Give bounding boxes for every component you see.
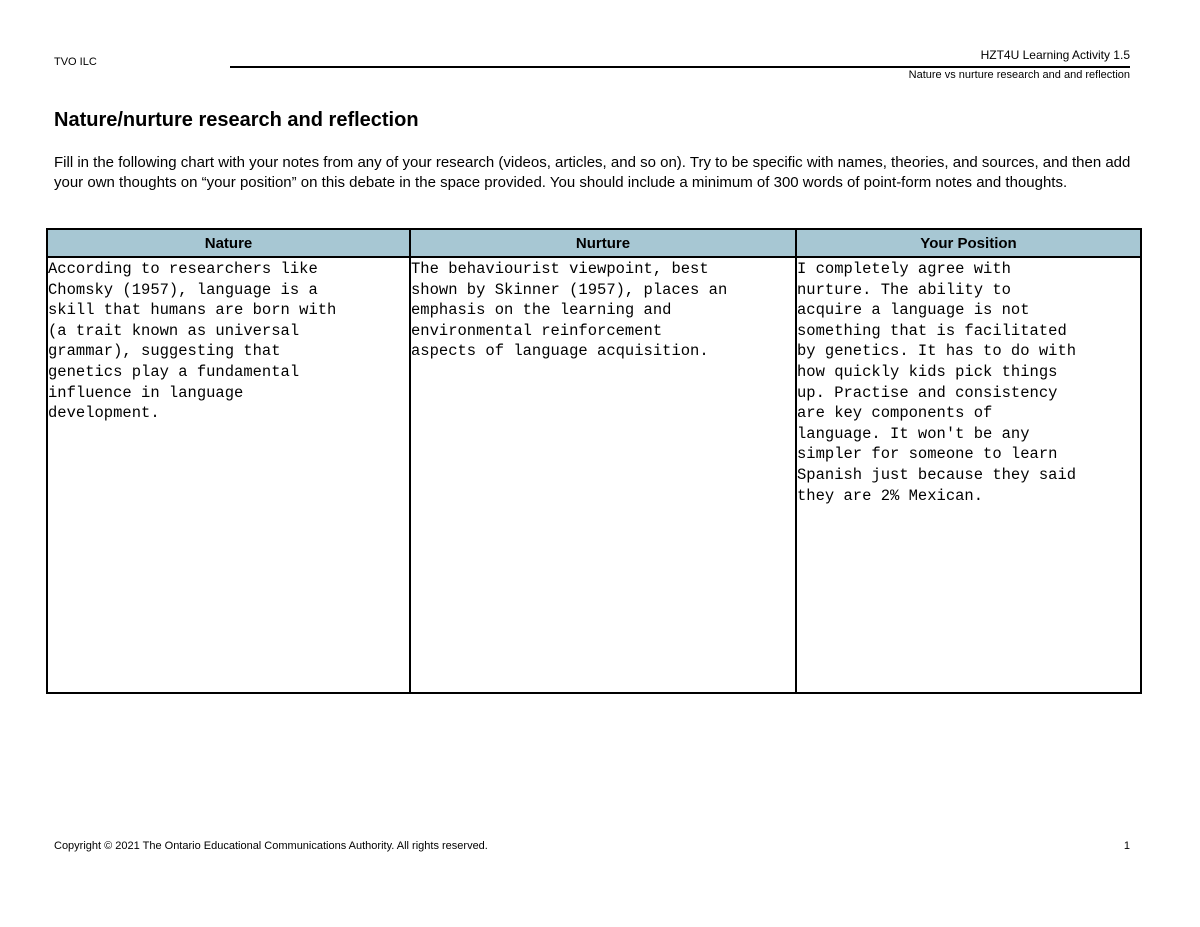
nature-header: Nature (47, 229, 410, 257)
chart-header-row (47, 229, 1141, 257)
page-number: 1 (1123, 840, 1130, 852)
nurture-header: Nurture (410, 229, 796, 257)
position-notes-cell[interactable]: I completely agree with nurture. The ability to acquire a language is not something that is facilitated by genetics. It has to do with how quickly kids pick things up. Practise and consistency are key components of language. It won't be any simpler for someone to learn Spanish just because they said they are 2% Mexican. (796, 257, 1141, 693)
copyright-notice: Copyright © 2021 The Ontario Educational Communications Authority. All rights reserved. (54, 840, 488, 852)
page-subtitle: Nature vs nurture research and and reflection (908, 69, 1130, 81)
chart-body-row (47, 257, 1141, 693)
page-title: Nature/nurture research and reflection (54, 109, 419, 131)
research-chart (46, 228, 1142, 694)
instructions-text: Fill in the following chart with your notes from any of your research (videos, articles, and so on). Try to be specific with names, theories, and sources, and then add your own thoughts on “your position” on this debate in the space provided. You should include a minimum of 300 words of point-form notes and thoughts. (54, 154, 1131, 191)
course-activity: HZT4U Learning Activity 1.5 (980, 48, 1130, 62)
nature-notes-cell[interactable]: According to researchers like Chomsky (1957), language is a skill that humans are born with (a trait known as universal grammar), suggesting that genetics play a fundamental influence in language development. (47, 257, 410, 693)
header-divider (230, 66, 1130, 68)
nurture-notes-cell[interactable]: The behaviourist viewpoint, best shown by Skinner (1957), places an emphasis on the learning and environmental reinforcement aspects of language acquisition. (410, 257, 796, 693)
position-header: Your Position (796, 229, 1141, 257)
org-name: TVO ILC (54, 56, 97, 68)
